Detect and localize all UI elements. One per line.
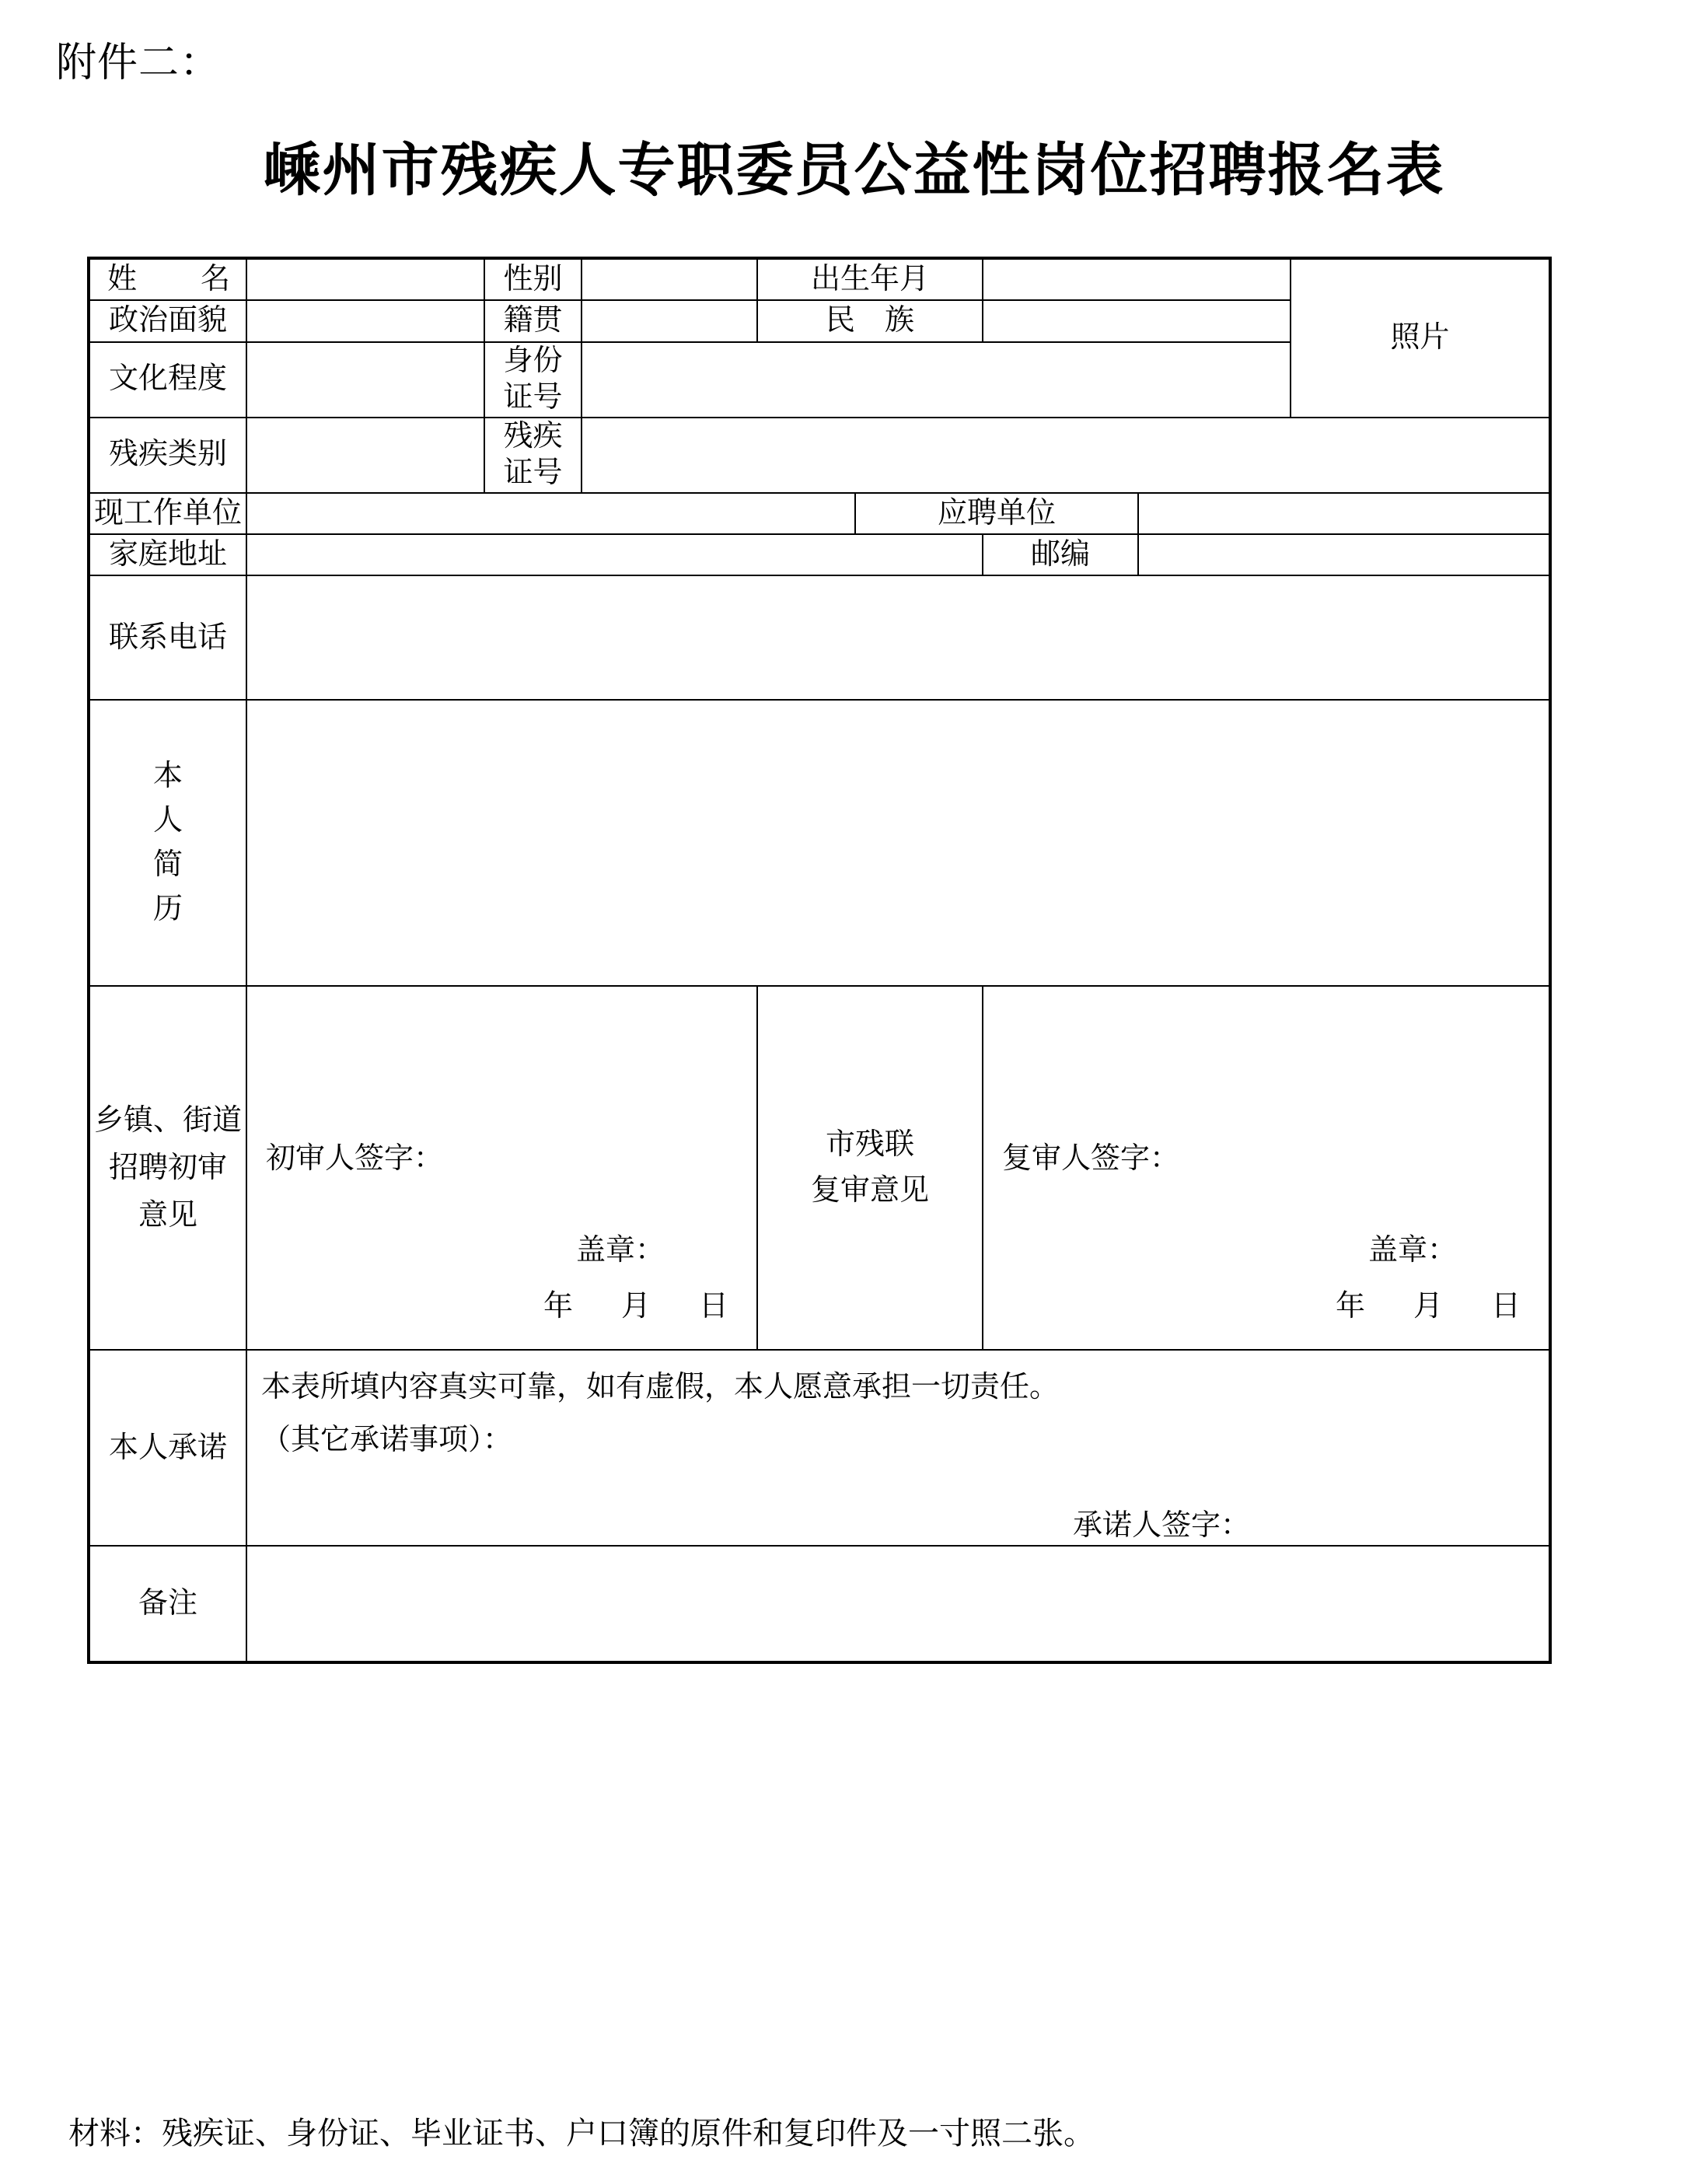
attachment-label: 附件二：	[56, 41, 222, 86]
label-disability-cert-line2: 证号	[503, 456, 563, 490]
label-township-review	[89, 986, 246, 1350]
value-current-employer[interactable]	[246, 493, 855, 534]
table-row-address	[89, 534, 1550, 575]
township-review-body[interactable]	[246, 986, 757, 1350]
value-home-address[interactable]	[246, 534, 983, 575]
label-applied-unit-text: 应聘单位	[938, 496, 1057, 530]
second-seal-label: 盖章：	[1368, 1234, 1458, 1267]
label-township-review-line3: 意见	[138, 1198, 197, 1232]
label-disability-cert-block	[485, 418, 581, 492]
label-id-number-line1: 身份	[503, 344, 563, 377]
label-resume-char-2: 简	[152, 848, 183, 882]
table-row-remarks	[89, 1546, 1550, 1662]
value-remarks[interactable]	[246, 1546, 1550, 1662]
label-education	[89, 342, 246, 418]
first-date-label: 年 月 日	[543, 1290, 738, 1323]
label-home-address-text: 家庭地址	[108, 537, 227, 571]
label-birth-date	[757, 258, 983, 300]
value-ethnicity[interactable]	[983, 300, 1291, 341]
label-id-number-block	[485, 343, 581, 417]
page-title: 嵊州市残疾人专职委员公益性岗位招聘报名表	[263, 138, 1445, 202]
city-review-body[interactable]	[983, 986, 1550, 1350]
label-resume-char-3: 历	[152, 893, 183, 926]
label-city-review-block	[758, 1122, 982, 1214]
label-education-text: 文化程度	[108, 362, 227, 396]
label-disability-type-text: 残疾类别	[108, 438, 227, 471]
table-row-disability	[89, 418, 1550, 493]
label-applied-unit	[855, 493, 1138, 534]
label-city-review-line2: 复审意见	[811, 1174, 930, 1208]
label-city-review	[757, 986, 983, 1350]
value-postal-code[interactable]	[1138, 534, 1550, 575]
value-education[interactable]	[246, 342, 484, 418]
label-resume-char-1: 人	[152, 804, 183, 837]
table-row-resume	[89, 700, 1550, 986]
table-row-employer	[89, 493, 1550, 534]
footer-note: 材料：残疾证、身份证、毕业证书、户口簿的原件和复印件及一寸照二张。	[68, 2116, 1095, 2151]
value-disability-cert[interactable]	[582, 418, 1550, 493]
label-postal-code	[983, 534, 1138, 575]
value-disability-type[interactable]	[246, 418, 484, 493]
value-gender[interactable]	[582, 258, 757, 300]
label-current-employer	[89, 493, 246, 534]
promise-line-2: （其它承诺事项）：	[261, 1424, 513, 1457]
label-current-employer-text: 现工作单位	[93, 496, 242, 530]
value-phone[interactable]	[246, 575, 1550, 700]
promise-signature-label: 承诺人签字：	[1073, 1509, 1251, 1543]
promise-content	[247, 1351, 1549, 1545]
label-id-number-line2: 证号	[503, 381, 563, 414]
label-name-text: 姓 名	[107, 263, 248, 295]
label-postal-code-text: 邮编	[1031, 537, 1091, 571]
label-disability-type	[89, 418, 246, 493]
label-remarks	[89, 1546, 246, 1662]
value-political-status[interactable]	[246, 300, 484, 341]
value-applied-unit[interactable]	[1138, 493, 1550, 534]
label-ethnicity	[757, 300, 983, 341]
label-political-status-text: 政治面貌	[108, 304, 227, 337]
label-promise	[89, 1350, 246, 1546]
label-township-review-line2: 招聘初审	[108, 1151, 227, 1184]
label-gender-text: 性别	[503, 263, 563, 295]
label-id-number	[484, 342, 582, 418]
value-resume[interactable]	[246, 700, 1550, 986]
second-date-label: 年 月 日	[1336, 1290, 1531, 1323]
value-id-number[interactable]	[582, 342, 1291, 418]
label-home-address	[89, 534, 246, 575]
label-native-place-text: 籍贯	[503, 304, 563, 337]
label-township-review-block	[90, 1097, 246, 1239]
label-name	[89, 258, 246, 300]
label-disability-cert-line1: 残疾	[503, 419, 563, 453]
label-phone-text: 联系电话	[108, 620, 227, 654]
promise-line-1: 本表所填内容真实可靠，如有虚假，本人愿意承担一切责任。	[261, 1371, 1060, 1404]
value-birth-date[interactable]	[983, 258, 1291, 300]
registration-form-table	[87, 257, 1552, 1664]
table-row-name	[89, 258, 1550, 300]
table-row-promise	[89, 1350, 1550, 1546]
second-reviewer-signature-label: 复审人签字：	[1002, 1142, 1180, 1176]
label-phone	[89, 575, 246, 700]
label-city-review-line1: 市残联	[826, 1128, 915, 1162]
label-resume	[89, 700, 246, 986]
label-promise-text: 本人承诺	[108, 1431, 227, 1464]
label-ethnicity-text: 民 族	[826, 304, 915, 337]
label-township-review-line1: 乡镇、街道	[93, 1103, 242, 1137]
label-resume-block	[90, 754, 246, 931]
photo-cell[interactable]	[1291, 258, 1550, 418]
first-reviewer-signature-label: 初审人签字：	[266, 1142, 444, 1176]
label-remarks-text: 备注	[138, 1587, 197, 1620]
value-native-place[interactable]	[582, 300, 757, 341]
first-seal-label: 盖章：	[575, 1234, 665, 1267]
label-native-place	[484, 300, 582, 341]
label-birth-date-text: 出生年月	[811, 263, 930, 295]
label-gender	[484, 258, 582, 300]
label-disability-cert	[484, 418, 582, 493]
table-row-review	[89, 986, 1550, 1350]
city-review-content	[983, 1040, 1549, 1323]
label-political-status	[89, 300, 246, 341]
township-review-content	[247, 1040, 756, 1323]
value-name[interactable]	[246, 258, 484, 300]
promise-body-cell[interactable]	[246, 1350, 1550, 1546]
label-photo-text: 照片	[1390, 321, 1450, 355]
table-row-phone	[89, 575, 1550, 700]
label-resume-char-0: 本	[152, 760, 183, 793]
